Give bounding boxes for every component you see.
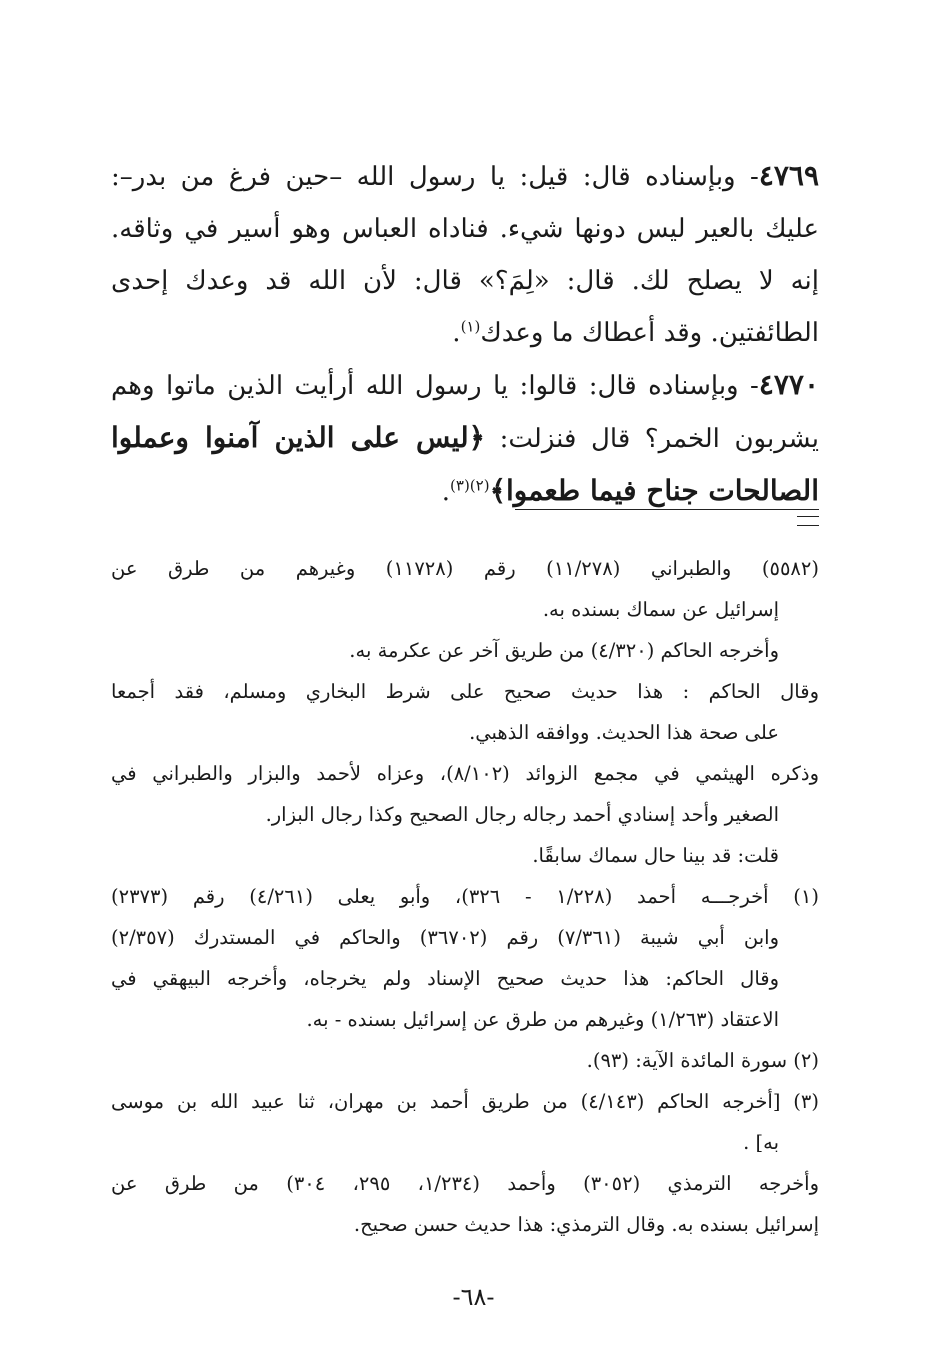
footnote-line: وقال الحاكم : هذا حديث صحيح على شرط البخاري ومسلم، فقد أجمعا xyxy=(111,680,819,703)
text-line: - وبإسناده قال: قالوا: يا رسول الله أرأيت الذين ماتوا xyxy=(166,371,759,401)
footnote-line: (٢) سورة المائدة الآية: (٩٣). xyxy=(586,1049,819,1072)
hadith-4770 xyxy=(111,359,819,518)
footnote-line: إسرائيل عن سماك بسنده به. xyxy=(542,598,779,621)
sentence-end: . xyxy=(452,318,461,348)
footnote-line: وقال الحاكم: هذا حديث صحيح الإسناد ولم يخرجاه، وأخرجه البيهقي في xyxy=(111,967,779,990)
footnote-line: (٥٥٨٢) والطبراني (١١/٢٧٨) رقم (١١٧٢٨) وغيرهم من طرق عن xyxy=(111,557,819,580)
footnote-line: إسرائيل بسنده به. وقال الترمذي: هذا حديث حسن صحيح. xyxy=(353,1213,819,1236)
footnote-divider xyxy=(515,509,819,510)
footnote-line: على صحة هذا الحديث. ووافقه الذهبي. xyxy=(469,721,779,744)
quran-verse: ﴿ليس على الذين آمنوا وعملوا xyxy=(111,421,486,454)
text-line: يصلح لك. قال: «لِمَ؟» قال: لأن الله قد وعدك إحدى الطائفتين. وقد xyxy=(111,266,819,348)
hadith-number: ٤٧٧٠ xyxy=(758,368,819,401)
footnote-ref: (٢)(٣) xyxy=(450,476,490,495)
text-line: وهم يشربون الخمر؟ قال فنزلت: xyxy=(111,371,819,454)
sentence-end: . xyxy=(441,477,451,507)
page-number: -٦٨- xyxy=(452,1283,495,1311)
quran-verse: الصالحات جناح فيما طعموا﴾ xyxy=(489,474,819,507)
footnote-line: وابن أبي شيبة (٧/٣٦١) رقم (٣٦٧٠٢) والحاكم في المستدرك (٢/٣٥٧) xyxy=(111,926,779,949)
continuation-mark xyxy=(797,516,819,526)
text-line: عليك بالعير ليس دونها شيء. فناداه العباس وهو أسير في وثاقه. إنه لا xyxy=(111,214,819,296)
footnote-line: قلت: قد بينا حال سماك سابقًا. xyxy=(532,844,779,867)
footnote-line: الصغير وأحد إسنادي أحمد رجاله رجال الصحيح وكذا رجال البزار. xyxy=(265,803,779,826)
text-line: أعطاك ما وعدك xyxy=(480,318,656,348)
footnote-line: وأخرجه الترمذي (٣٠٥٢) وأحمد (١/٢٣٤، ٢٩٥، ٣٠٤) من طرق عن xyxy=(111,1172,819,1195)
footnote-line: (٣) [أخرجه الحاكم (٤/١٤٣) من طريق أحمد بن مهران، ثنا عبيد الله بن موسى xyxy=(111,1090,819,1113)
text-line: - وبإسناده قال: قيل: يا رسول الله –حين فرغ من بدر–: xyxy=(111,162,759,192)
footnote-line: وذكره الهيثمي في مجمع الزوائد (٨/١٠٢)، وعزاه لأحمد والبزار والطبراني في xyxy=(111,762,819,785)
main-text xyxy=(111,150,819,518)
footnote-line: وأخرجه الحاكم (٤/٣٢٠) من طريق آخر عن عكرمة به. xyxy=(349,639,779,662)
hadith-number: ٤٧٦٩ xyxy=(758,159,819,192)
footnote-line: الاعتقاد (١/٢٦٣) وغيرهم من طرق عن إسرائيل بسنده - به. xyxy=(306,1008,779,1031)
hadith-4769 xyxy=(111,150,819,359)
footnotes xyxy=(111,548,819,1245)
footnote-ref: (١) xyxy=(460,317,481,336)
footnote-line: (١) أخرجـــه أحمد (١/٢٢٨ - ٣٢٦)، وأبو يعلى (٤/٢٦١) رقم (٢٣٧٣) xyxy=(111,885,819,908)
footnote-line: به] . xyxy=(743,1131,779,1154)
